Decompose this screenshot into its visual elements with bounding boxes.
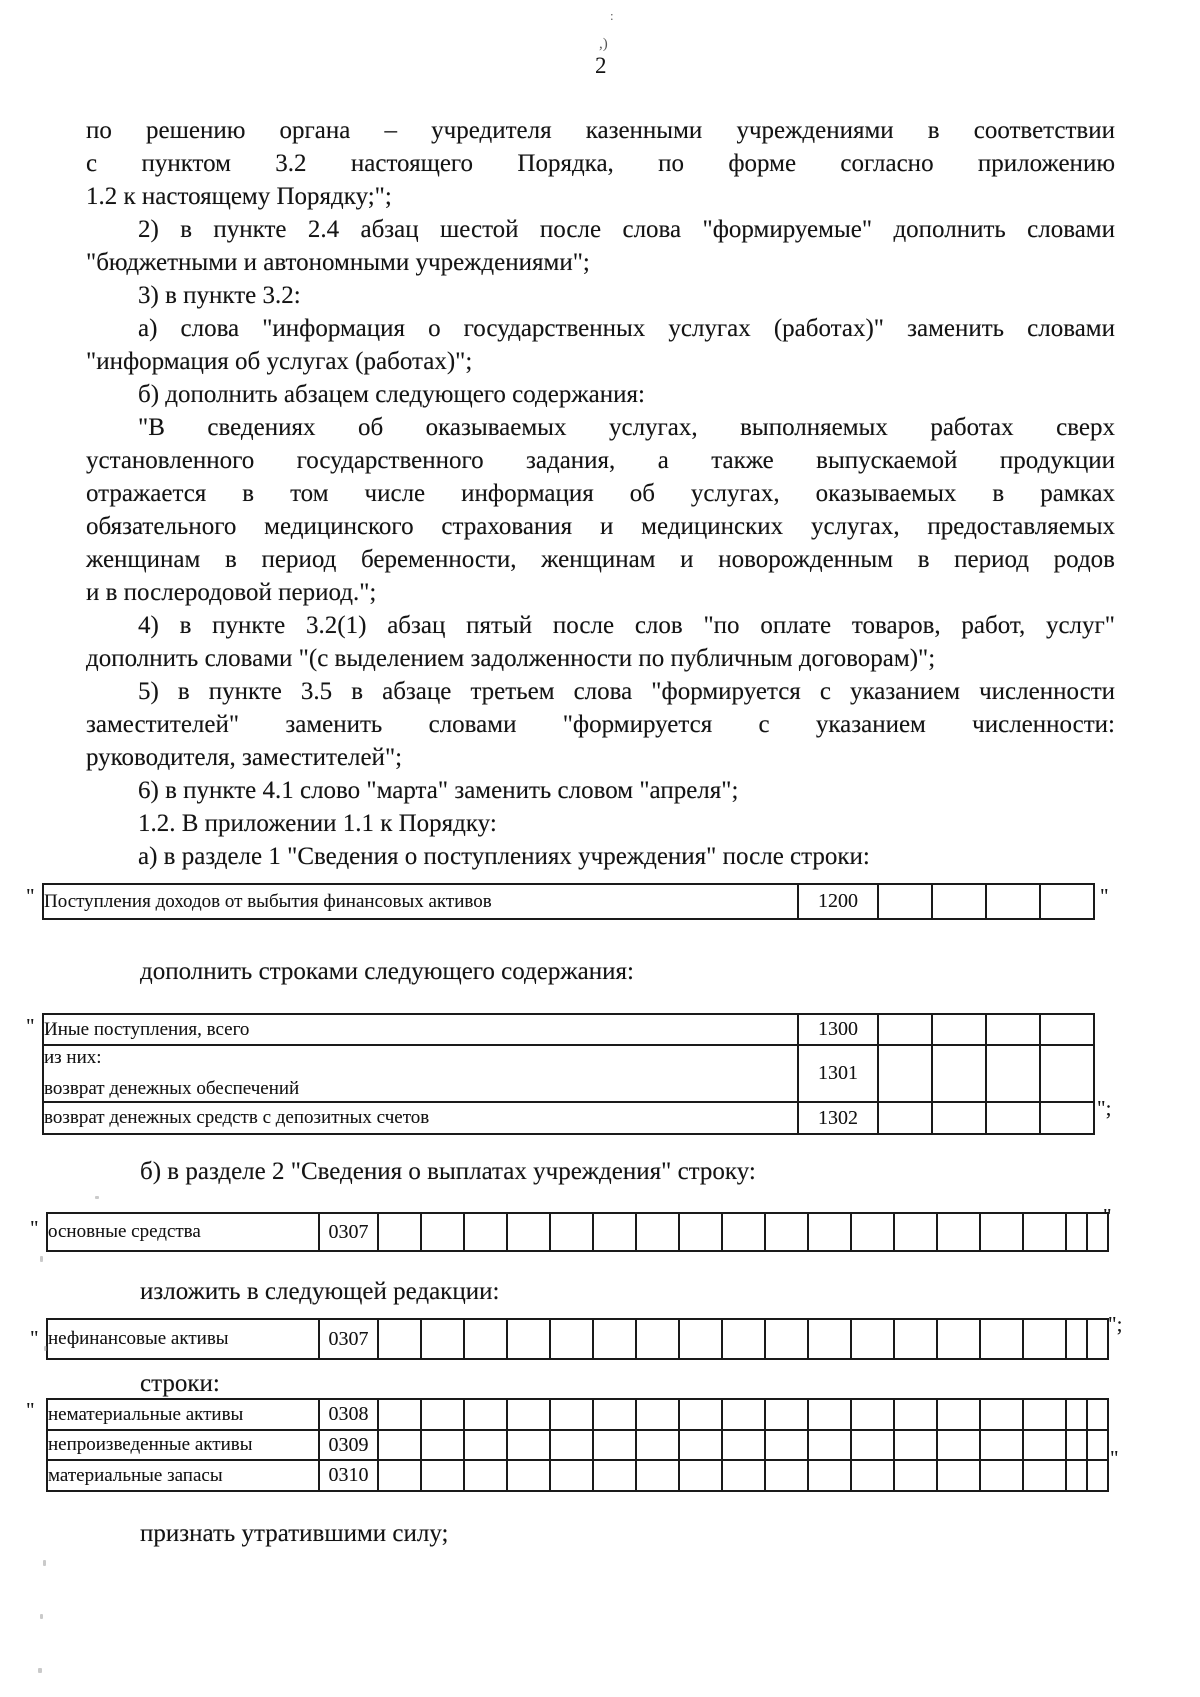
scan-speck: [44, 1346, 47, 1351]
empty-cell: [986, 1102, 1040, 1134]
empty-cell: [421, 1213, 464, 1251]
empty-cell: [1087, 1319, 1108, 1359]
text-line: женщинам в период беременности, женщинам и новорожденным в период родов: [86, 546, 1115, 573]
page-number: 2: [595, 53, 607, 78]
text-line: 2) в пункте 2.4 абзац шестой после слова "формируемые" дополнить словами: [138, 216, 1115, 243]
empty-cell: [550, 1430, 593, 1460]
empty-cell: [421, 1430, 464, 1460]
empty-cell: [894, 1430, 937, 1460]
body-text: [86, 114, 1115, 873]
empty-cell: [679, 1460, 722, 1491]
text-line: и в послеродовой период.";: [86, 579, 377, 606]
open-quote: ": [26, 884, 35, 908]
empty-cell: [679, 1213, 722, 1251]
empty-cell: [1087, 1430, 1108, 1460]
empty-cell: [986, 1045, 1040, 1102]
close-quote: ": [1103, 1204, 1112, 1228]
close-quote: ": [1100, 884, 1109, 908]
empty-cell: [507, 1430, 550, 1460]
table-row: [47, 1399, 1108, 1430]
empty-cell: [464, 1319, 507, 1359]
row-label-line2: возврат денежных обеспечений: [44, 1078, 300, 1099]
row-code: 1300: [798, 1014, 878, 1045]
empty-cell: [679, 1319, 722, 1359]
text-line: "информация об услугах (работах)";: [86, 348, 473, 375]
empty-cell: [378, 1319, 421, 1359]
empty-cell: [1023, 1399, 1066, 1430]
empty-cell: [550, 1399, 593, 1430]
empty-cell: [464, 1213, 507, 1251]
empty-cell: [894, 1399, 937, 1430]
text-line: 4) в пункте 3.2(1) абзац пятый после слов "по оплате товаров, работ, услуг": [138, 612, 1115, 639]
table-row: [47, 1460, 1108, 1491]
scan-speck: [43, 1560, 46, 1566]
text-line: с пунктом 3.2 настоящего Порядка, по форме согласно приложению: [86, 150, 1115, 177]
empty-cell: [679, 1399, 722, 1430]
empty-cell: [636, 1319, 679, 1359]
empty-cell: [378, 1460, 421, 1491]
row-code: 1302: [798, 1102, 878, 1134]
empty-cell: [1087, 1399, 1108, 1430]
text-line: 1.2. В приложении 1.1 к Порядку:: [138, 810, 497, 837]
row-code: 0309: [319, 1430, 378, 1460]
empty-cell: [550, 1460, 593, 1491]
scan-speck: [40, 1256, 43, 1262]
text-line: "В сведениях об оказываемых услугах, выполняемых работах сверх: [138, 414, 1115, 441]
empty-cell: [550, 1319, 593, 1359]
empty-cell: [878, 1014, 932, 1045]
row-label: основные средства: [47, 1213, 319, 1251]
empty-cell: [765, 1213, 808, 1251]
table-row: [43, 884, 1094, 919]
close-quote: ": [1110, 1446, 1119, 1470]
empty-cell: [378, 1213, 421, 1251]
text-line: руководителя, заместителей";: [86, 744, 403, 771]
row-label: [43, 1045, 798, 1102]
empty-cell: [851, 1399, 894, 1430]
text-line: установленного государственного задания, а также выпускаемой продукции: [86, 447, 1115, 474]
heading-rows-label: строки:: [140, 1370, 220, 1397]
empty-cell: [1066, 1319, 1087, 1359]
empty-cell: [507, 1399, 550, 1430]
empty-cell: [808, 1430, 851, 1460]
empty-cell: [550, 1213, 593, 1251]
empty-cell: [980, 1213, 1023, 1251]
empty-cell: [593, 1319, 636, 1359]
empty-cell: [932, 1014, 986, 1045]
empty-cell: [765, 1319, 808, 1359]
empty-cell: [878, 1102, 932, 1134]
empty-cell: [1040, 1014, 1094, 1045]
empty-cell: [1023, 1460, 1066, 1491]
empty-cell: [986, 1014, 1040, 1045]
text-line: 5) в пункте 3.5 в абзаце третьем слова "формируется с указанием численности: [138, 678, 1115, 705]
row-code: 0307: [319, 1319, 378, 1359]
text-line: отражается в том числе информация об услугах, оказываемых в рамках: [86, 480, 1115, 507]
empty-cell: [765, 1399, 808, 1430]
empty-cell: [722, 1399, 765, 1430]
empty-cell: [378, 1399, 421, 1430]
row-label-line1: из них:: [44, 1047, 102, 1068]
table-row: [47, 1213, 1108, 1251]
empty-cell: [937, 1319, 980, 1359]
empty-cell: [636, 1430, 679, 1460]
table-payments-0308-0310: [46, 1398, 1109, 1492]
row-code: 1301: [798, 1045, 878, 1102]
empty-cell: [421, 1319, 464, 1359]
table-payments-0307-old: [46, 1212, 1109, 1252]
empty-cell: [421, 1460, 464, 1491]
empty-cell: [1066, 1399, 1087, 1430]
empty-cell: [1023, 1213, 1066, 1251]
empty-cell: [1023, 1430, 1066, 1460]
empty-cell: [932, 1102, 986, 1134]
open-quote: ": [26, 1398, 35, 1422]
table-payments-0307-new: [46, 1318, 1109, 1360]
empty-cell: [932, 1045, 986, 1102]
scan-artifact: :: [610, 8, 614, 23]
empty-cell: [937, 1430, 980, 1460]
table-row: [43, 1102, 1094, 1134]
row-code: 0310: [319, 1460, 378, 1491]
empty-cell: [932, 884, 986, 919]
text-line: дополнить словами "(с выделением задолженности по публичным договорам)";: [86, 645, 936, 672]
text-line: по решению органа – учредителя казенными учреждениями в соответствии: [86, 117, 1115, 144]
text-line: обязательного медицинского страхования и медицинских услугах, предоставляемых: [86, 513, 1115, 540]
open-quote: ": [30, 1326, 39, 1350]
row-label: непроизведенные активы: [47, 1430, 319, 1460]
open-quote: ": [26, 1014, 35, 1038]
text-line: а) слова "информация о государственных услугах (работах)" заменить словами: [138, 315, 1115, 342]
empty-cell: [1066, 1460, 1087, 1491]
empty-cell: [593, 1430, 636, 1460]
empty-cell: [765, 1430, 808, 1460]
row-code: 0308: [319, 1399, 378, 1430]
empty-cell: [1087, 1460, 1108, 1491]
empty-cell: [421, 1399, 464, 1430]
empty-cell: [980, 1460, 1023, 1491]
empty-cell: [851, 1430, 894, 1460]
table-row: [43, 1014, 1094, 1045]
empty-cell: [878, 1045, 932, 1102]
empty-cell: [851, 1213, 894, 1251]
empty-cell: [808, 1213, 851, 1251]
table-receipts-1300: [42, 1013, 1095, 1135]
text-line: 3) в пункте 3.2:: [138, 282, 301, 309]
empty-cell: [378, 1430, 421, 1460]
empty-cell: [986, 884, 1040, 919]
row-label: нематериальные активы: [47, 1399, 319, 1430]
empty-cell: [851, 1319, 894, 1359]
scan-speck: [95, 1196, 99, 1199]
empty-cell: [765, 1460, 808, 1491]
empty-cell: [1040, 1102, 1094, 1134]
row-code: 0307: [319, 1213, 378, 1251]
empty-cell: [851, 1460, 894, 1491]
row-label: Поступления доходов от выбытия финансовых активов: [43, 884, 798, 919]
empty-cell: [808, 1319, 851, 1359]
empty-cell: [636, 1213, 679, 1251]
empty-cell: [937, 1399, 980, 1430]
empty-cell: [507, 1213, 550, 1251]
empty-cell: [464, 1430, 507, 1460]
table-row: [43, 1045, 1094, 1102]
empty-cell: [593, 1460, 636, 1491]
row-label: материальные запасы: [47, 1460, 319, 1491]
empty-cell: [679, 1430, 722, 1460]
empty-cell: [808, 1399, 851, 1430]
empty-cell: [636, 1399, 679, 1430]
empty-cell: [980, 1319, 1023, 1359]
row-code: 1200: [798, 884, 878, 919]
empty-cell: [464, 1399, 507, 1430]
close-quote-semicolon: ";: [1097, 1096, 1112, 1120]
empty-cell: [894, 1460, 937, 1491]
empty-cell: [722, 1460, 765, 1491]
empty-cell: [722, 1430, 765, 1460]
heading-add-rows: дополнить строками следующего содержания:: [140, 958, 634, 985]
text-line: "бюджетными и автономными учреждениями";: [86, 249, 590, 276]
empty-cell: [464, 1460, 507, 1491]
empty-cell: [507, 1319, 550, 1359]
row-label: нефинансовые активы: [47, 1319, 319, 1359]
table-row: [47, 1430, 1108, 1460]
empty-cell: [980, 1399, 1023, 1430]
empty-cell: [722, 1213, 765, 1251]
empty-cell: [980, 1430, 1023, 1460]
empty-cell: [593, 1399, 636, 1430]
empty-cell: [878, 884, 932, 919]
empty-cell: [937, 1213, 980, 1251]
heading-new-edition: изложить в следующей редакции:: [140, 1278, 500, 1305]
empty-cell: [937, 1460, 980, 1491]
empty-cell: [593, 1213, 636, 1251]
empty-cell: [507, 1460, 550, 1491]
open-quote: ": [30, 1216, 39, 1240]
text-line: а) в разделе 1 "Сведения о поступлениях учреждения" после строки:: [138, 843, 870, 870]
empty-cell: [1040, 884, 1094, 919]
table-receipts-1200: [42, 883, 1095, 920]
scan-speck: [38, 1668, 42, 1673]
heading-section2: б) в разделе 2 "Сведения о выплатах учреждения" строку:: [140, 1158, 756, 1185]
empty-cell: [722, 1319, 765, 1359]
empty-cell: [894, 1319, 937, 1359]
scan-artifact: ,): [599, 36, 608, 52]
empty-cell: [1066, 1430, 1087, 1460]
empty-cell: [1066, 1213, 1087, 1251]
row-label: Иные поступления, всего: [43, 1014, 798, 1045]
empty-cell: [636, 1460, 679, 1491]
table-row: [47, 1319, 1108, 1359]
row-label: возврат денежных средств с депозитных счетов: [43, 1102, 798, 1134]
heading-repeal: признать утратившими силу;: [140, 1520, 449, 1547]
empty-cell: [894, 1213, 937, 1251]
text-line: б) дополнить абзацем следующего содержания:: [138, 381, 645, 408]
close-quote-semicolon: ";: [1108, 1312, 1123, 1336]
text-line: заместителей" заменить словами "формируется с указанием численности:: [86, 711, 1115, 738]
empty-cell: [808, 1460, 851, 1491]
scan-speck: [40, 1614, 43, 1619]
empty-cell: [1040, 1045, 1094, 1102]
text-line: 6) в пункте 4.1 слово "марта" заменить словом "апреля";: [138, 777, 739, 804]
text-line: 1.2 к настоящему Порядку;";: [86, 183, 392, 210]
empty-cell: [1023, 1319, 1066, 1359]
